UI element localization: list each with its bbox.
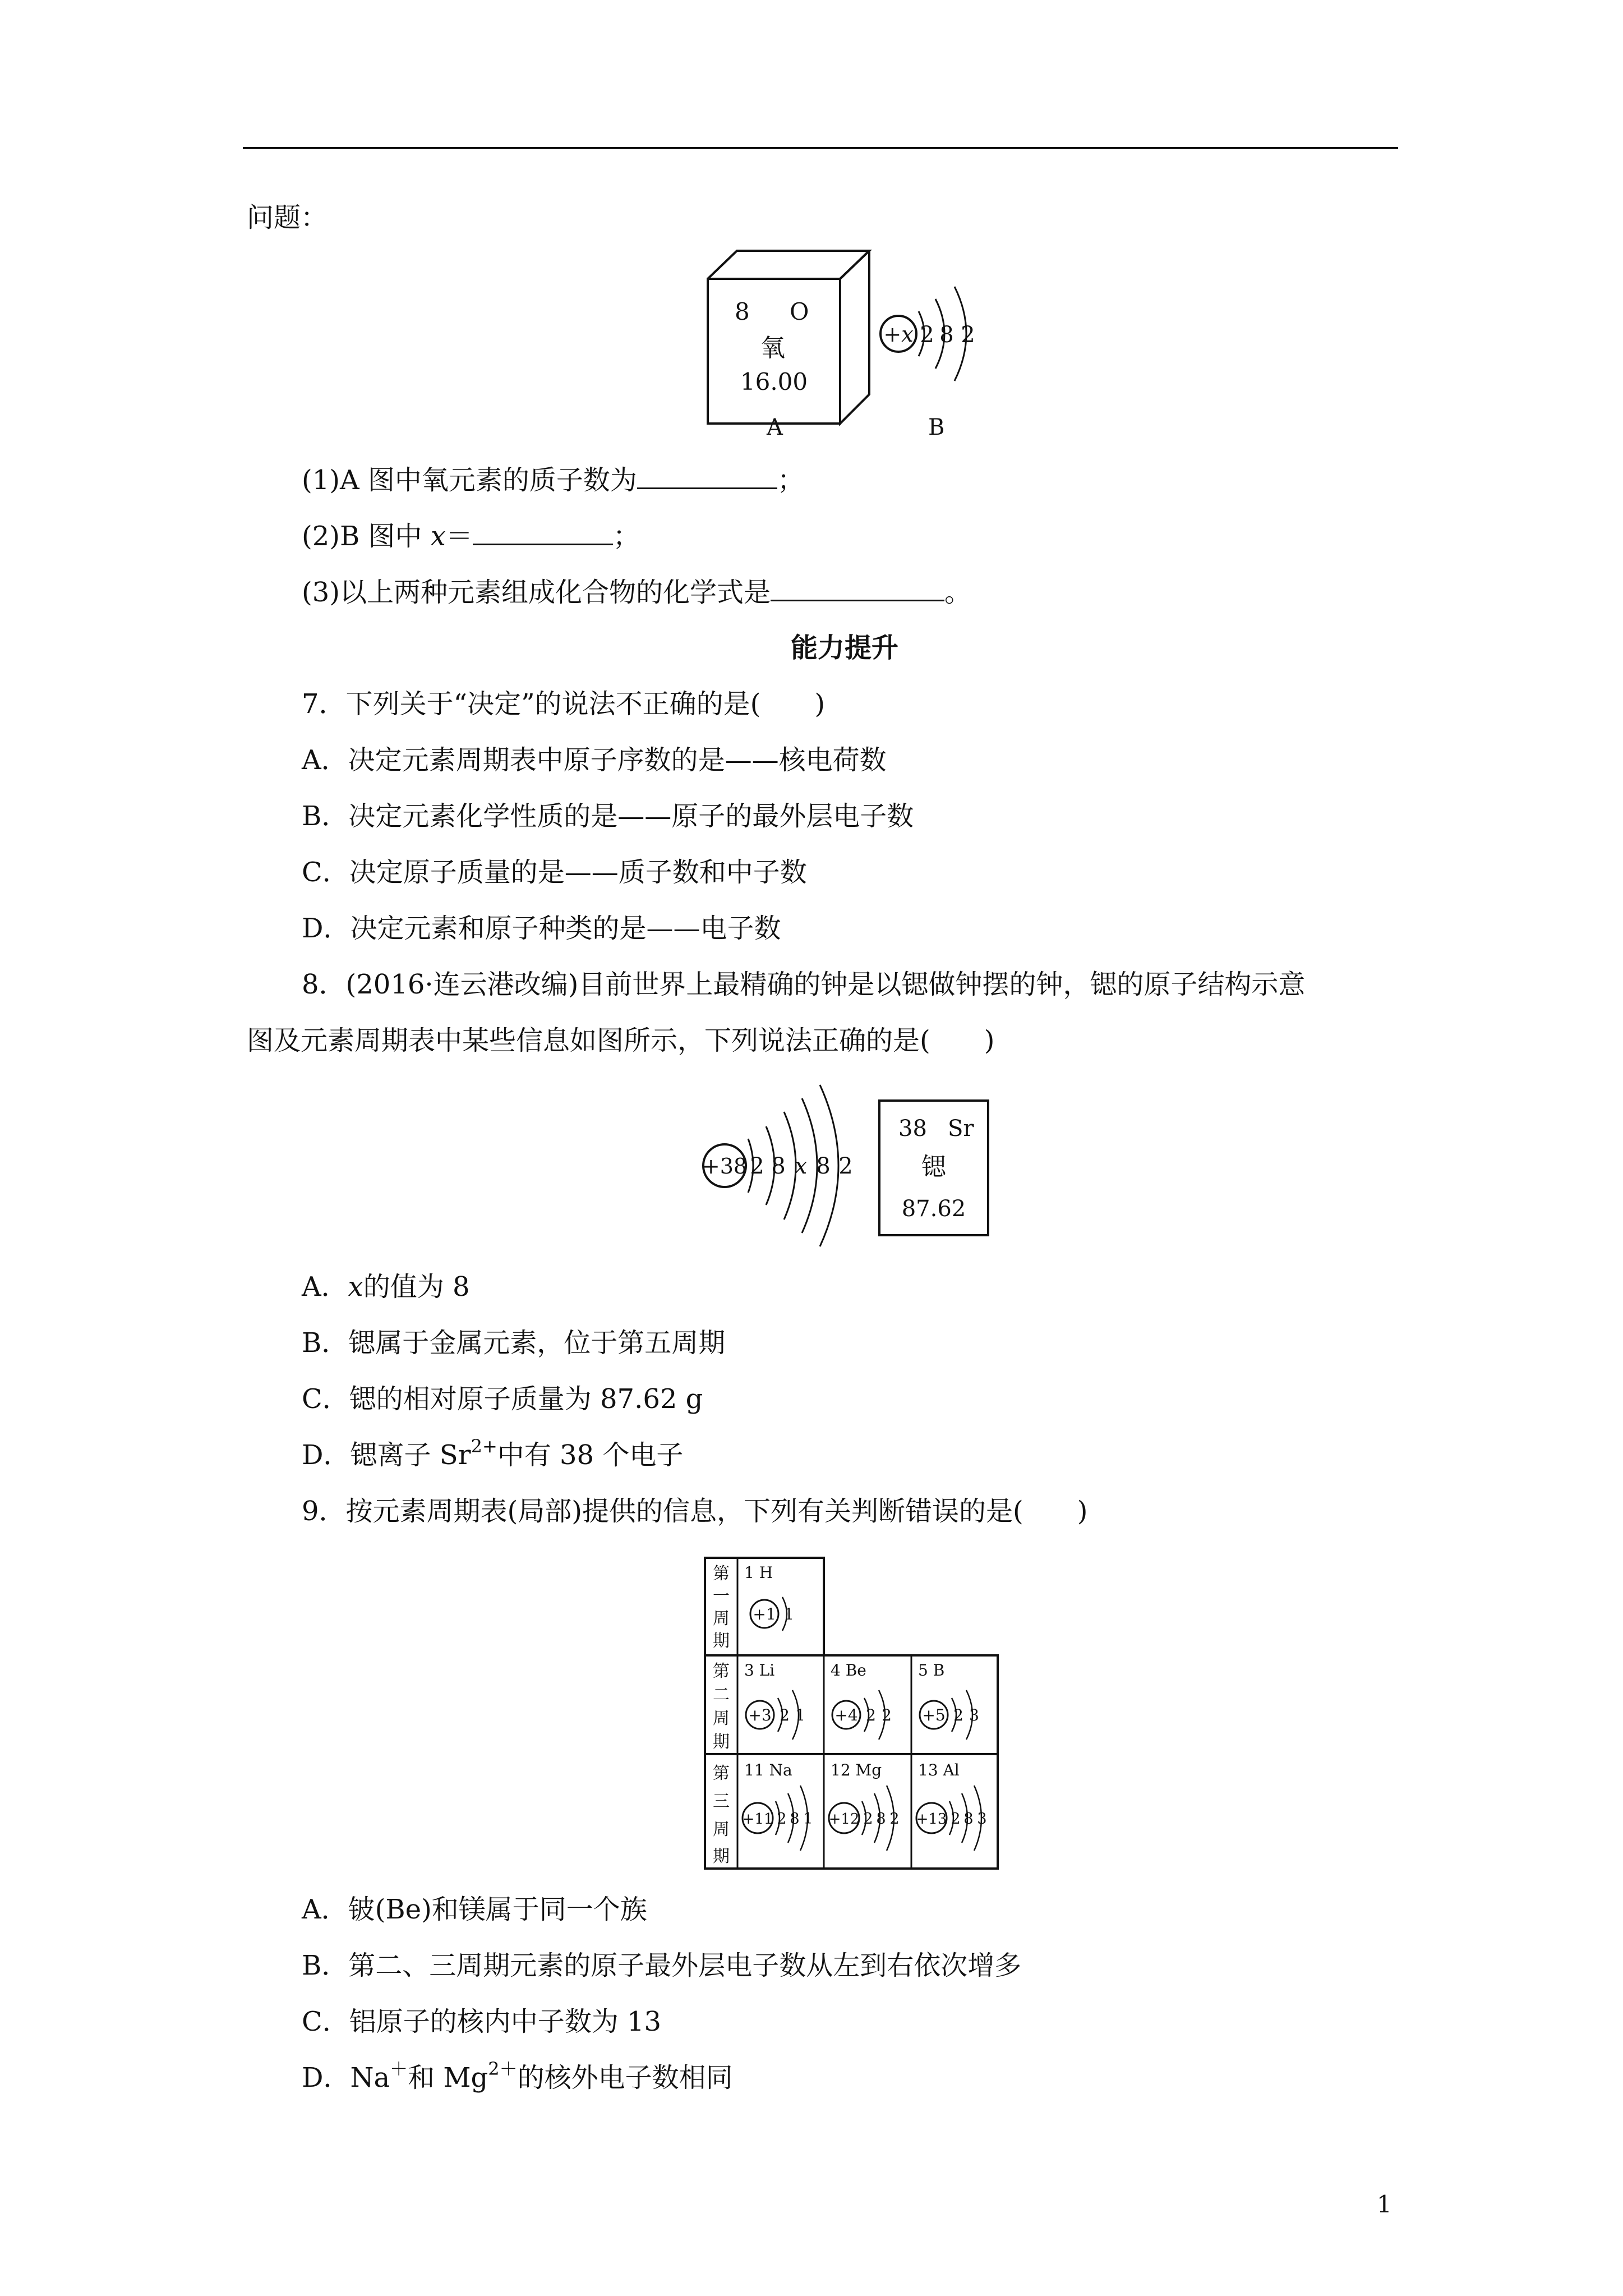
element-symbol: O [790,298,809,325]
q8-option-a: A．x的值为 8 [302,1271,470,1303]
answer-blank[interactable] [771,575,944,601]
shell-count: 1 [803,1810,813,1828]
element-label: 4 Be [831,1661,866,1680]
element-number: 38 [898,1116,927,1142]
shell-count: 2 [750,1153,764,1179]
figure-strontium [701,1077,993,1279]
element-cell-h [744,1563,794,1631]
q9-option-a: A．铍(Be)和镁属于同一个族 [302,1894,647,1925]
answer-blank[interactable] [637,463,777,489]
shell-count: 8 [790,1810,800,1828]
element-name: 锶 [921,1153,946,1181]
element-label: 5 B [918,1661,945,1680]
period-label-char: 三 [713,1792,730,1811]
element-label: 12 Mg [831,1761,882,1779]
q6-part3: (3)以上两种元素组成化合物的化学式是 。 [302,574,971,610]
answer-blank[interactable] [473,519,613,545]
element-cell-al [916,1761,987,1851]
shell-count: x [794,1153,808,1179]
element-label: 13 Al [918,1761,960,1779]
shell-count: 8 [816,1153,831,1179]
shell-count: 2 [920,322,934,348]
element-label: 3 Li [744,1661,775,1680]
shell-count: 3 [969,1706,979,1724]
element-cell-be [831,1661,892,1740]
nucleus-charge: +38 [702,1154,748,1179]
shell-count: 8 [963,1810,974,1828]
shell-count: 1 [795,1706,805,1724]
period-label-char: 一 [713,1586,730,1606]
period-label-char: 周 [713,1609,730,1628]
shell-count: 2 [838,1153,853,1179]
q8-option-c: C．锶的相对原子质量为 87.62 g [302,1383,703,1415]
nucleus-charge: +x [883,322,914,347]
q7-option-b: B．决定元素化学性质的是——原子的最外层电子数 [302,800,914,832]
shell-count: 3 [977,1810,987,1828]
q7-option-d: D．决定元素和原子种类的是——电子数 [302,913,781,944]
q8-option-d: D．锶离子 $Sr^{2+}$中有 38 个电子 [302,1435,684,1471]
q6-part1: (1)A 图中氧元素的质子数为 ； [302,462,804,498]
nucleus-charge: +12 [828,1811,860,1828]
nucleus-charge: +13 [916,1811,947,1828]
element-cell-li [744,1661,805,1740]
q8-stem-line1: 8．(2016·连云港改编)目前世界上最精确的钟是以锶做钟摆的钟，锶的原子结构示意 [302,969,1306,1000]
shell-count: 2 [866,1706,876,1724]
section-heading: 能力提升 [791,632,899,664]
period-label-char: 期 [713,1732,730,1752]
intro-label: 问题： [247,202,328,233]
period-label-char: 第 [713,1662,730,1681]
shell-count: 8 [876,1810,886,1828]
q7-option-a: A．决定元素周期表中原子序数的是——核电荷数 [302,744,887,776]
shell-count: 2 [863,1810,873,1828]
nucleus-charge: +4 [834,1706,858,1724]
figure-oxygen [707,250,998,440]
period-label-char: 周 [713,1820,730,1839]
nucleus-charge: +3 [748,1706,772,1724]
header-rule [243,147,1398,149]
element-cell-mg [829,1761,900,1851]
element-label: 11 Na [744,1761,792,1779]
periodic-table-fragment [704,1557,1001,1871]
q9-stem: 9．按元素周期表(局部)提供的信息，下列有关判断错误的是( ) [302,1496,1088,1527]
period-label-char: 二 [713,1685,730,1705]
q8-option-b: B．锶属于金属元素，位于第五周期 [302,1327,726,1359]
shell-count: 8 [771,1153,786,1179]
element-cell-na [743,1761,813,1851]
q9-option-d: D．Na＋和 $Mg^{2+}$的核外电子数相同 [302,2058,733,2093]
element-mass: 16.00 [740,368,808,395]
element-label: 1 H [744,1563,773,1582]
element-symbol: Sr [948,1116,974,1142]
shell-count: 2 [777,1810,787,1828]
period-label-char: 第 [713,1564,730,1584]
q7-stem: 7．下列关于“决定”的说法不正确的是( ) [302,688,826,720]
q9-option-c: C．铝原子的核内中子数为 13 [302,2006,662,2037]
element-name: 氧 [760,334,785,362]
q6-part2: (2)B 图中 x＝ ； [302,518,640,554]
q9-option-b: B．第二、三周期元素的原子最外层电子数从左到右依次增多 [302,1950,1022,1981]
page-number: 1 [1377,2191,1392,2218]
period-label-char: 周 [713,1709,730,1728]
element-box-side [840,251,869,424]
label-b: B [928,415,945,440]
shell-count: 2 [961,322,975,348]
shell-count: 1 [784,1605,794,1623]
q8-stem-line2: 图及元素周期表中某些信息如图所示，下列说法正确的是( ) [247,1025,995,1056]
shell-count: 2 [889,1810,900,1828]
period-label-char: 第 [713,1764,730,1783]
nucleus-charge: +5 [922,1706,946,1724]
period-label-char: 期 [713,1631,730,1651]
q7-option-c: C．决定原子质量的是——质子数和中子数 [302,857,807,888]
shell-count: 2 [780,1706,790,1724]
element-cell-b [918,1661,979,1740]
period-label-char: 期 [713,1847,730,1866]
label-a: A [767,415,783,440]
element-mass: 87.62 [901,1196,966,1222]
shell-count: 2 [953,1706,963,1724]
shell-count: 2 [951,1810,961,1828]
nucleus-charge: +1 [753,1605,776,1623]
shell-count: 8 [939,322,954,348]
element-number: 8 [735,298,750,325]
nucleus-charge: +11 [742,1811,773,1828]
shell-count: 2 [882,1706,892,1724]
